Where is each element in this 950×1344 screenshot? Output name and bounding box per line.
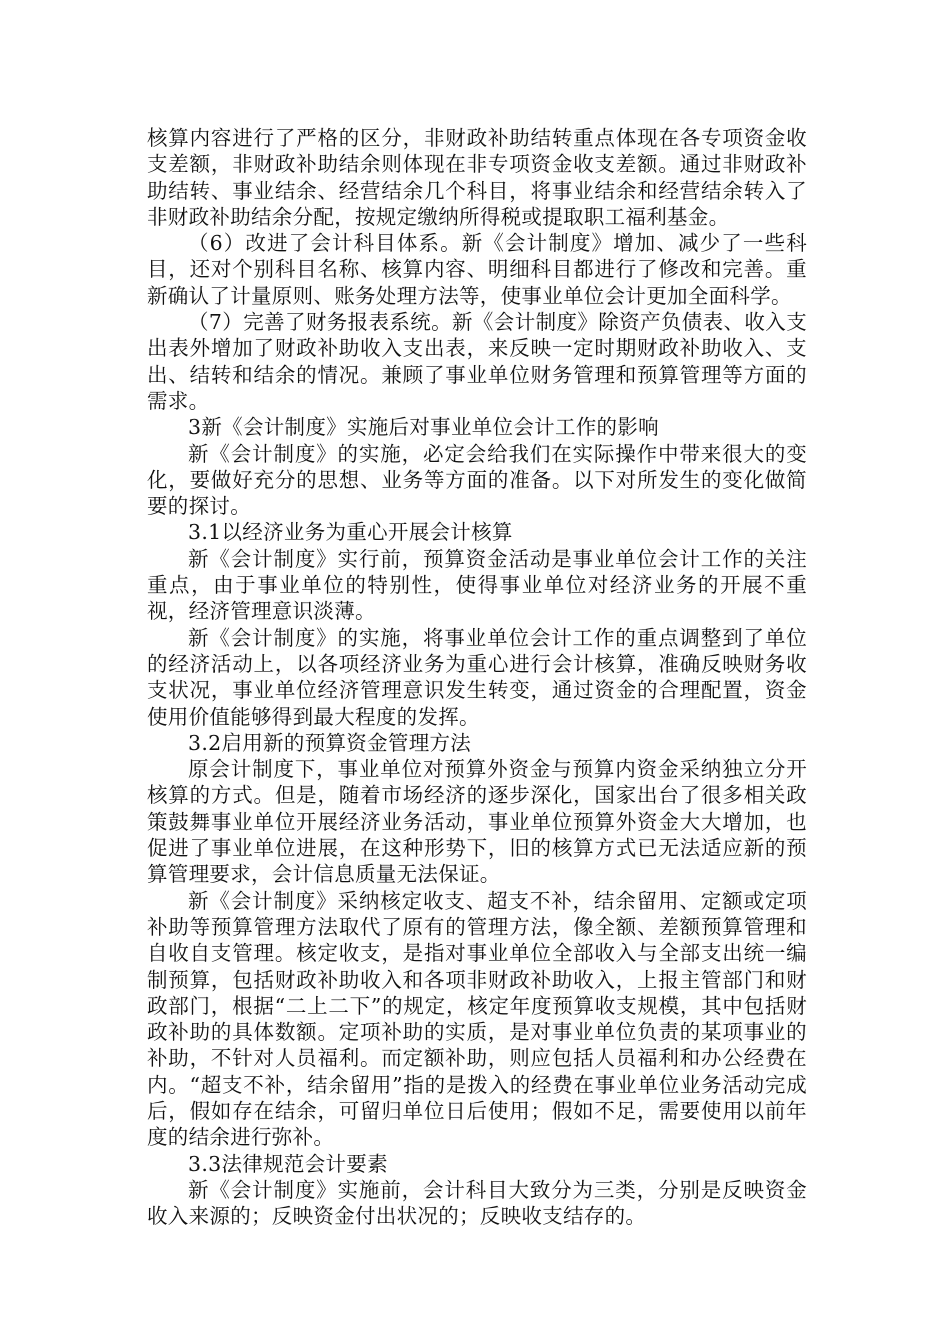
paragraph-5: 新《会计制度》实行前，预算资金活动是事业单位会计工作的关注重点，由于事业单位的特别性，使得事业单位对经济业务的开展不重视，经济管理意识淡薄。 xyxy=(147,546,807,624)
section-heading-3-1: 3.1以经济业务为重心开展会计核算 xyxy=(188,520,513,545)
paragraph-3: （7）完善了财务报表系统。新《会计制度》除资产负债表、收入支出表外增加了财政补助收入支出表，来反映一定时期财政补助收入、支出、结转和结余的情况。兼顾了事业单位财务管理和预算管理等方面的需求。 xyxy=(147,310,807,413)
paragraph-6: 新《会计制度》的实施，将事业单位会计工作的重点调整到了单位的经济活动上，以各项经济业务为重心进行会计核算，准确反映财务收支状况，事业单位经济管理意识发生转变，通过资金的合理配置，资金使用价值能够得到最大程度的发挥。 xyxy=(147,625,807,729)
paragraph-4: 新《会计制度》的实施，必定会给我们在实际操作中带来很大的变化，要做好充分的思想、业务等方面的准备。以下对所发生的变化做简要的探讨。 xyxy=(147,441,807,519)
paragraph-7: 原会计制度下，事业单位对预算外资金与预算内资金采纳独立分开核算的方式。但是，随着市场经济的逐步深化，国家出台了很多相关政策鼓舞事业单位开展经济业务活动，事业单位预算外资金大大增加，也促进了事业单位进展，在这种形势下，旧的核算方式已无法适应新的预算管理要求，会计信息质量无法保证。 xyxy=(147,757,807,887)
section-heading-3-2: 3.2启用新的预算资金管理方法 xyxy=(188,730,472,755)
paragraph-2: （6）改进了会计科目体系。新《会计制度》增加、减少了一些科目，还对个别科目名称、核算内容、明细科目都进行了修改和完善。重新确认了计量原则、账务处理方法等，使事业单位会计更加全面科学。 xyxy=(147,231,807,308)
section-heading-3-3: 3.3法律规范会计要素 xyxy=(188,1151,388,1176)
paragraph-8: 新《会计制度》采纳核定收支、超支不补，结余留用、定额或定项补助等预算管理方法取代了原有的管理方法，像全额、差额预算管理和自收自支管理。核定收支，是指对事业单位全部收入与全部支出统一编制预算，包括财政补助收入和各项非财政补助收入，上报主管部门和财政部门，根据“二上二下”的规定，核定年度预算收支规模，其中包括财政补助的具体数额。定项补助的实质，是对事业单位负责的某项事业的补助，不针对人员福利。而定额补助，则应包括人员福利和办公经费在内。“超支不补，结余留用”指的是拨入的经费在事业单位业务活动完成后，假如存在结余，可留归单位日后使用；假如不足，需要使用以前年度的结余进行弥补。 xyxy=(147,888,807,1150)
document-body xyxy=(147,125,807,1229)
paragraph-1: 核算内容进行了严格的区分，非财政补助结转重点体现在各专项资金收支差额，非财政补助结余则体现在非专项资金收支差额。通过非财政补助结转、事业结余、经营结余几个科目，将事业结余和经营结余转入了非财政补助结余分配，按规定缴纳所得税或提取职工福利基金。 xyxy=(147,126,807,229)
paragraph-9: 新《会计制度》实施前，会计科目大致分为三类，分别是反映资金收入来源的；反映资金付出状况的；反映收支结存的。 xyxy=(147,1177,807,1229)
section-heading-3: 3新《会计制度》实施后对事业单位会计工作的影响 xyxy=(188,415,659,440)
